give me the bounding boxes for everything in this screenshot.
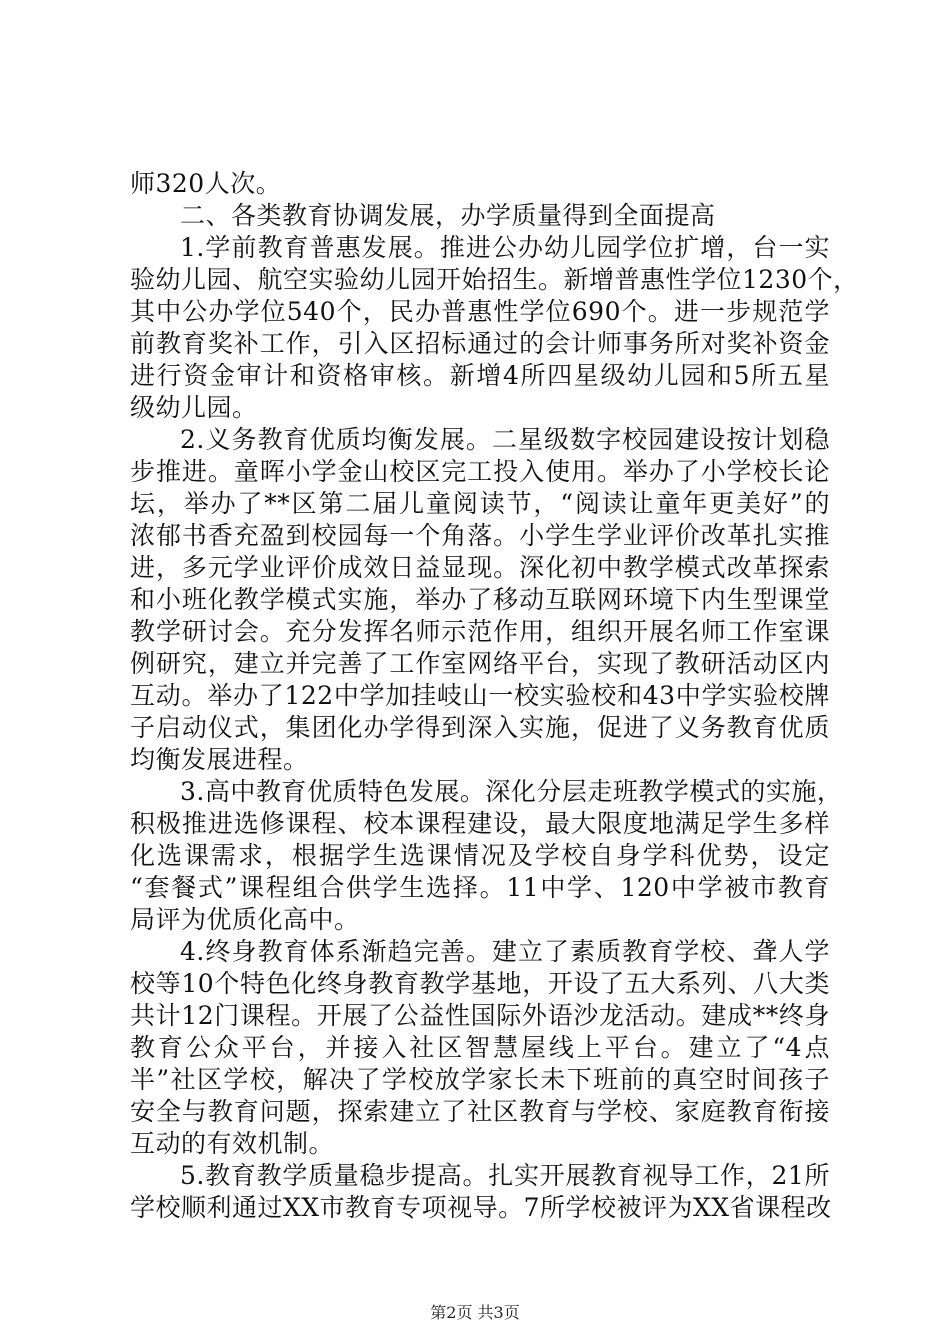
- text-line: 安全与教育问题，探索建立了社区教育与学校、家庭教育衔接: [130, 1097, 830, 1126]
- text-line: 5.教育教学质量稳步提高。扎实开展教育视导工作，21所: [180, 1161, 830, 1190]
- text-line: 教学研讨会。充分发挥名师示范作用，组织开展名师工作室课: [130, 617, 830, 646]
- text-line: 例研究，建立并完善了工作室网络平台，实现了教研活动区内: [130, 649, 830, 678]
- text-line: 进行资金审计和资格审核。新增4所四星级幼儿园和5所五星: [130, 361, 830, 390]
- text-line: 互动。举办了122中学加挂岐山一校实验校和43中学实验校牌: [130, 681, 830, 710]
- text-line: 半”社区学校，解决了学校放学家长未下班前的真空时间孩子: [130, 1065, 830, 1094]
- text-line: 验幼儿园、航空实验幼儿园开始招生。新增普惠性学位1230个，: [130, 265, 859, 294]
- text-line: 师320人次。: [130, 169, 282, 198]
- text-line: 校等10个特色化终身教育教学基地，开设了五大系列、八大类: [130, 969, 830, 998]
- text-line: 教育公众平台，并接入社区智慧屋线上平台。建立了“4点: [130, 1033, 830, 1062]
- text-line: 子启动仪式，集团化办学得到深入实施，促进了义务教育优质: [130, 713, 830, 742]
- text-line: 化选课需求，根据学生选课情况及学校自身学科优势，设定: [130, 841, 830, 870]
- document-body: [130, 168, 859, 1224]
- text-line: 积极推进选修课程、校本课程建设，最大限度地满足学生多样: [130, 809, 830, 838]
- text-line: 4.终身教育体系渐趋完善。建立了素质教育学校、聋人学: [180, 937, 830, 966]
- text-line: 互动的有效机制。: [130, 1129, 335, 1158]
- text-line: 均衡发展进程。: [130, 745, 309, 774]
- text-line: 坛，举办了**区第二届儿童阅读节，“阅读让童年更美好”的: [130, 489, 830, 518]
- page-footer: 第2页 共3页: [430, 1303, 520, 1322]
- text-line: 2.义务教育优质均衡发展。二星级数字校园建设按计划稳: [180, 425, 830, 454]
- text-line: 共计12门课程。开展了公益性国际外语沙龙活动。建成**终身: [130, 1001, 830, 1030]
- text-line: 浓郁书香充盈到校园每一个角落。小学生学业评价改革扎实推: [130, 521, 830, 550]
- text-line: “套餐式”课程组合供学生选择。11中学、120中学被市教育: [130, 873, 830, 902]
- text-line: 进，多元学业评价成效日益显现。深化初中教学模式改革探索: [130, 553, 830, 582]
- text-line: 级幼儿园。: [130, 393, 258, 422]
- text-line: 其中公办学位540个，民办普惠性学位690个。进一步规范学: [130, 297, 830, 326]
- text-line: 学校顺利通过XX市教育专项视导。7所学校被评为XX省课程改: [130, 1193, 832, 1222]
- text-line: 和小班化教学模式实施，举办了移动互联网环境下内生型课堂: [130, 585, 830, 614]
- text-line: 二、各类教育协调发展，办学质量得到全面提高: [180, 201, 716, 230]
- text-line: 前教育奖补工作，引入区招标通过的会计师事务所对奖补资金: [130, 329, 830, 358]
- text-line: 局评为优质化高中。: [130, 905, 360, 934]
- text-line: 步推进。童晖小学金山校区完工投入使用。举办了小学校长论: [130, 457, 830, 486]
- text-line: 3.高中教育优质特色发展。深化分层走班教学模式的实施，: [180, 777, 843, 806]
- text-line: 1.学前教育普惠发展。推进公办幼儿园学位扩增，台一实: [180, 233, 830, 262]
